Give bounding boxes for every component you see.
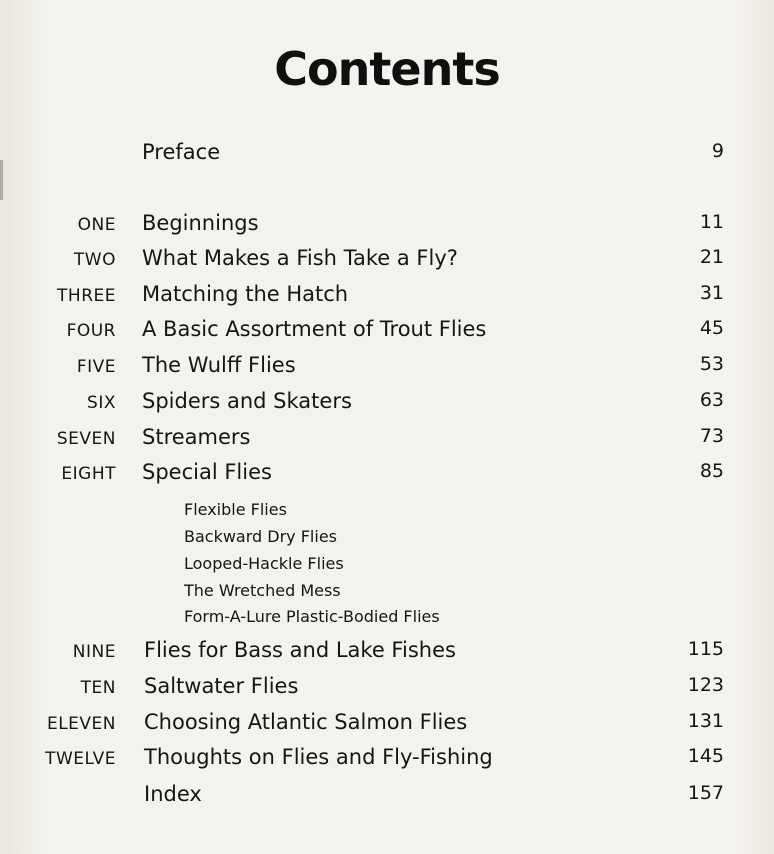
chapter-page: 63	[699, 389, 724, 411]
chapter-page: 145	[687, 745, 724, 767]
toc-entry-index[interactable]	[0, 782, 774, 812]
chapter-title: Choosing Atlantic Salmon Flies	[144, 710, 468, 734]
chapter-number: NINE	[72, 642, 116, 662]
chapter-number: THREE	[57, 286, 116, 306]
chapter-title: The Wulff Flies	[142, 353, 296, 377]
chapter-title: Streamers	[142, 425, 251, 449]
toc-entry-three[interactable]	[0, 282, 774, 312]
chapter-page: 11	[699, 211, 724, 233]
toc-entry-nine[interactable]	[0, 638, 774, 668]
chapter-page: 53	[699, 353, 724, 375]
chapter-page: 85	[699, 460, 724, 482]
chapter-number: ONE	[77, 215, 116, 235]
chapter-number: TEN	[80, 678, 116, 698]
toc-subsection[interactable]: Looped-Hackle Flies	[184, 554, 344, 573]
chapter-title: Preface	[142, 140, 221, 164]
chapter-page: 157	[687, 782, 724, 804]
toc-entry-preface[interactable]	[0, 140, 774, 170]
toc-entry-twelve[interactable]	[0, 745, 774, 775]
chapter-page: 21	[699, 246, 724, 268]
toc-entry-two[interactable]	[0, 246, 774, 276]
chapter-number: SEVEN	[56, 429, 116, 449]
chapter-page: 45	[699, 317, 724, 339]
chapter-number: SIX	[87, 393, 116, 413]
chapter-title: Thoughts on Flies and Fly-Fishing	[144, 745, 493, 769]
toc-entry-eight[interactable]	[0, 460, 774, 490]
chapter-title: Index	[144, 782, 202, 806]
toc-entry-eleven[interactable]	[0, 710, 774, 740]
chapter-page: 73	[699, 425, 724, 447]
chapter-number: TWELVE	[45, 749, 116, 769]
chapter-title: Flies for Bass and Lake Fishes	[144, 638, 456, 662]
chapter-title: A Basic Assortment of Trout Flies	[142, 317, 487, 341]
chapter-number: FIVE	[76, 357, 116, 377]
toc-subsection[interactable]: Backward Dry Flies	[184, 527, 337, 546]
page-title: Contents	[274, 42, 500, 96]
chapter-title: Spiders and Skaters	[142, 389, 352, 413]
chapter-page: 131	[687, 710, 724, 732]
toc-entry-four[interactable]	[0, 317, 774, 347]
chapter-number: EIGHT	[61, 464, 116, 484]
toc-subsection[interactable]: Form-A-Lure Plastic-Bodied Flies	[184, 607, 440, 626]
chapter-page: 115	[687, 638, 724, 660]
chapter-number: FOUR	[66, 321, 116, 341]
chapter-page: 31	[699, 282, 724, 304]
chapter-page: 9	[711, 140, 724, 162]
chapter-title: Beginnings	[142, 211, 259, 235]
toc-entry-five[interactable]	[0, 353, 774, 383]
chapter-title: What Makes a Fish Take a Fly?	[142, 246, 458, 270]
chapter-title: Matching the Hatch	[142, 282, 349, 306]
chapter-page: 123	[687, 674, 724, 696]
chapter-number: ELEVEN	[46, 714, 116, 734]
toc-entry-seven[interactable]	[0, 425, 774, 455]
toc-entry-six[interactable]	[0, 389, 774, 419]
chapter-number: TWO	[73, 250, 116, 270]
toc-subsection[interactable]: Flexible Flies	[184, 500, 287, 519]
toc-entry-one[interactable]	[0, 211, 774, 241]
toc-entry-ten[interactable]	[0, 674, 774, 704]
chapter-title: Saltwater Flies	[144, 674, 299, 698]
toc-subsection[interactable]: The Wretched Mess	[184, 581, 341, 600]
chapter-title: Special Flies	[142, 460, 272, 484]
